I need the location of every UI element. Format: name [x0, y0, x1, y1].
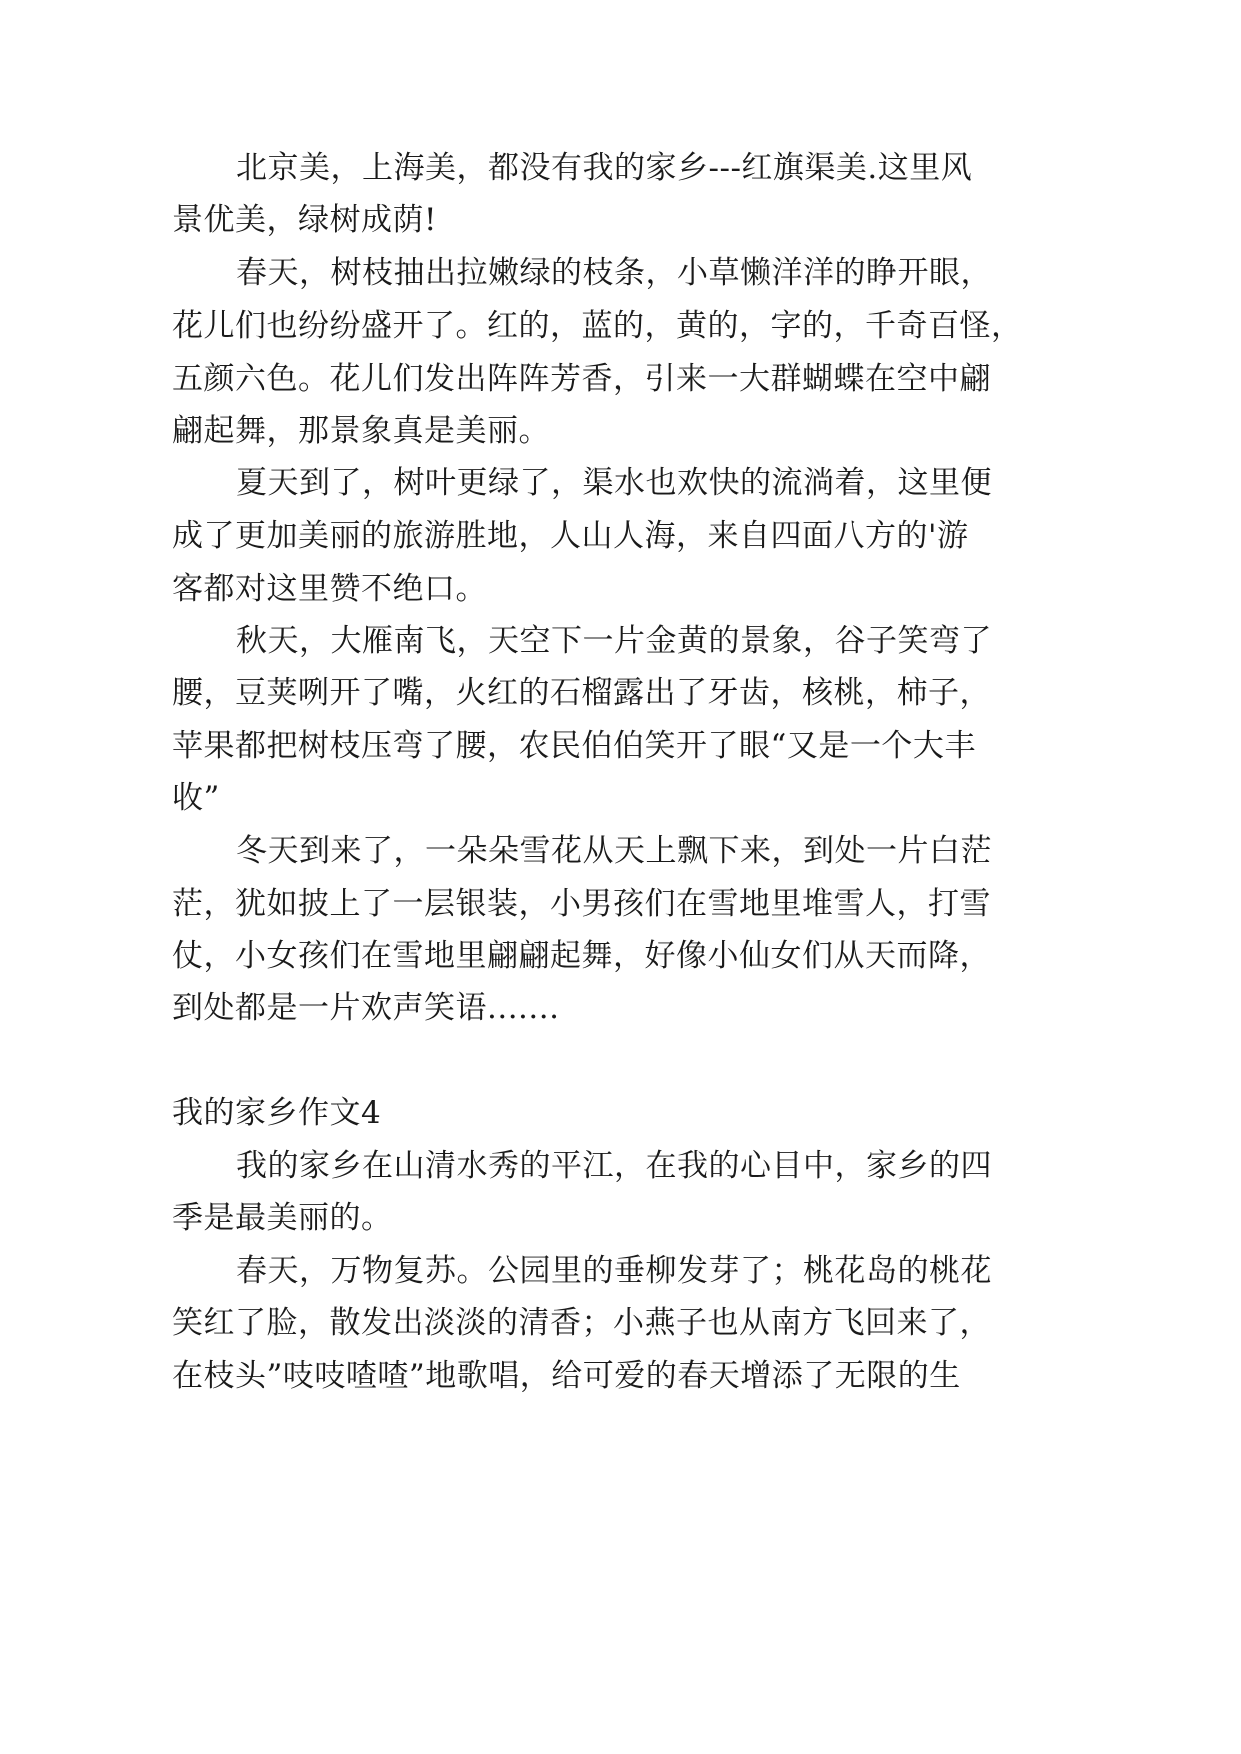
- text-line: 秋天，大雁南飞，天空下一片金黄的景象，谷子笑弯了: [236, 623, 992, 659]
- text-line: 季是最美丽的。: [172, 1200, 393, 1236]
- text-line: 我的家乡在山清水秀的平江，在我的心目中，家乡的四: [236, 1148, 992, 1184]
- text-line: 收”: [172, 780, 220, 816]
- text-line: 在枝头”吱吱喳喳”地歌唱，给可爱的春天增添了无限的生: [172, 1358, 961, 1394]
- text-line: 茫，犹如披上了一层银装，小男孩们在雪地里堆雪人，打雪: [172, 886, 991, 922]
- text-line: 景优美，绿树成荫!: [172, 202, 437, 238]
- text-line: 冬天到来了，一朵朵雪花从天上飘下来，到处一片白茫: [236, 833, 992, 869]
- text-line: 苹果都把树枝压弯了腰，农民伯伯笑开了眼“又是一个大丰: [172, 728, 976, 764]
- text-line: 翩起舞，那景象真是美丽。: [172, 413, 550, 449]
- text-line: 仗，小女孩们在雪地里翩翩起舞，好像小仙女们从天而降，: [172, 938, 991, 974]
- text-line: 夏天到了，树叶更绿了，渠水也欢快的流淌着，这里便: [236, 465, 992, 501]
- text-line: 成了更加美丽的旅游胜地，人山人海，来自四面八方的'游: [172, 518, 969, 554]
- text-line: 北京美，上海美，都没有我的家乡---红旗渠美.这里风: [236, 150, 973, 186]
- text-line: 春天，树枝抽出拉嫩绿的枝条，小草懒洋洋的睁开眼，: [236, 255, 992, 291]
- text-line: 春天，万物复苏。公园里的垂柳发芽了；桃花岛的桃花: [236, 1253, 992, 1289]
- text-line: 腰，豆荚咧开了嘴，火红的石榴露出了牙齿，核桃，柿子，: [172, 675, 991, 711]
- text-line: 花儿们也纷纷盛开了。红的，蓝的，黄的，字的，千奇百怪，: [172, 308, 1023, 344]
- text-line: 客都对这里赞不绝口。: [172, 571, 487, 607]
- text-line: 五颜六色。花儿们发出阵阵芳香，引来一大群蝴蝶在空中翩: [172, 361, 991, 397]
- text-line: 笑红了脸，散发出淡淡的清香；小燕子也从南方飞回来了，: [172, 1305, 991, 1341]
- section-heading: 我的家乡作文4: [172, 1095, 382, 1131]
- text-line: 到处都是一片欢声笑语.......: [172, 990, 560, 1026]
